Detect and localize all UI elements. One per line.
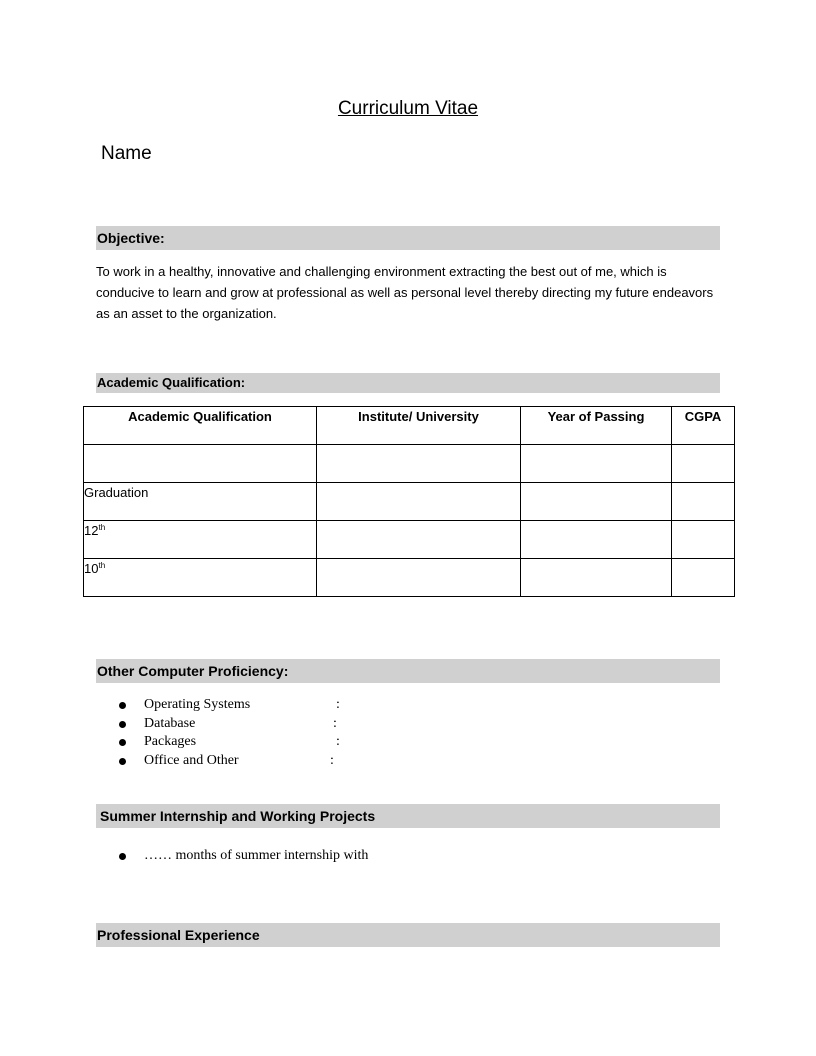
- cgpa-cell: [672, 521, 735, 559]
- table-row: [84, 445, 735, 483]
- qualification-label: 10: [84, 561, 99, 576]
- column-header: Academic Qualification: [84, 407, 317, 445]
- year-cell: [521, 483, 672, 521]
- qualification-cell: [84, 483, 317, 521]
- objective-text: To work in a healthy, innovative and challenging environment extracting the best out of me, which is conducive to learn and grow at professional as well as personal level thereby directing my future endeavors as an asset to the organization.: [96, 264, 714, 321]
- qualification-cell: [84, 445, 317, 483]
- list-item-label: Office and Other: [144, 753, 239, 769]
- table-header-row: [84, 407, 735, 445]
- bullet-icon: [119, 739, 126, 746]
- candidate-name: Name: [101, 143, 152, 164]
- cgpa-cell: [672, 483, 735, 521]
- list-item: [96, 696, 340, 715]
- experience-heading: Professional Experience: [96, 923, 720, 947]
- qualification-suffix: th: [98, 523, 106, 532]
- year-cell: [521, 559, 672, 597]
- academic-heading: Academic Qualification:: [96, 373, 720, 393]
- objective-heading: Objective:: [96, 226, 720, 250]
- list-item-label: …… months of summer internship with: [144, 848, 369, 863]
- computer-list: [96, 696, 340, 771]
- list-item-label: Operating Systems: [144, 697, 251, 712]
- institute-cell: [317, 483, 521, 521]
- list-item-colon: :: [333, 715, 337, 731]
- list-item-colon: :: [330, 753, 334, 769]
- bullet-icon: [119, 758, 126, 765]
- list-item-colon: :: [336, 734, 340, 750]
- list-item-colon: :: [336, 697, 340, 712]
- academic-table: [83, 406, 735, 597]
- list-item: [96, 752, 334, 771]
- internship-heading: Summer Internship and Working Projects: [96, 804, 720, 828]
- bullet-icon: [119, 853, 126, 860]
- list-item-label: Packages: [144, 734, 197, 750]
- page-title: Curriculum Vitae: [337, 98, 479, 119]
- qualification-cell: [84, 521, 317, 559]
- list-item-label: Database: [144, 715, 196, 731]
- qualification-suffix: th: [98, 561, 106, 570]
- year-cell: [521, 445, 672, 483]
- list-item: [96, 733, 340, 752]
- institute-cell: [317, 521, 521, 559]
- qualification-cell: [84, 559, 317, 597]
- qualification-label: 12: [84, 523, 99, 538]
- year-cell: [521, 521, 672, 559]
- table-row: [84, 483, 735, 521]
- qualification-label: Graduation: [84, 485, 149, 500]
- column-header: Institute/ University: [317, 407, 521, 445]
- bullet-icon: [119, 721, 126, 728]
- institute-cell: [317, 559, 521, 597]
- institute-cell: [317, 445, 521, 483]
- column-header: CGPA: [672, 407, 735, 445]
- cgpa-cell: [672, 445, 735, 483]
- list-item: [96, 847, 368, 866]
- list-item: [96, 715, 337, 734]
- computer-heading: Other Computer Proficiency:: [96, 659, 720, 683]
- table-row: [84, 559, 735, 597]
- internship-list: [96, 847, 368, 866]
- table-row: [84, 521, 735, 559]
- column-header: Year of Passing: [521, 407, 672, 445]
- bullet-icon: [119, 702, 126, 709]
- cgpa-cell: [672, 559, 735, 597]
